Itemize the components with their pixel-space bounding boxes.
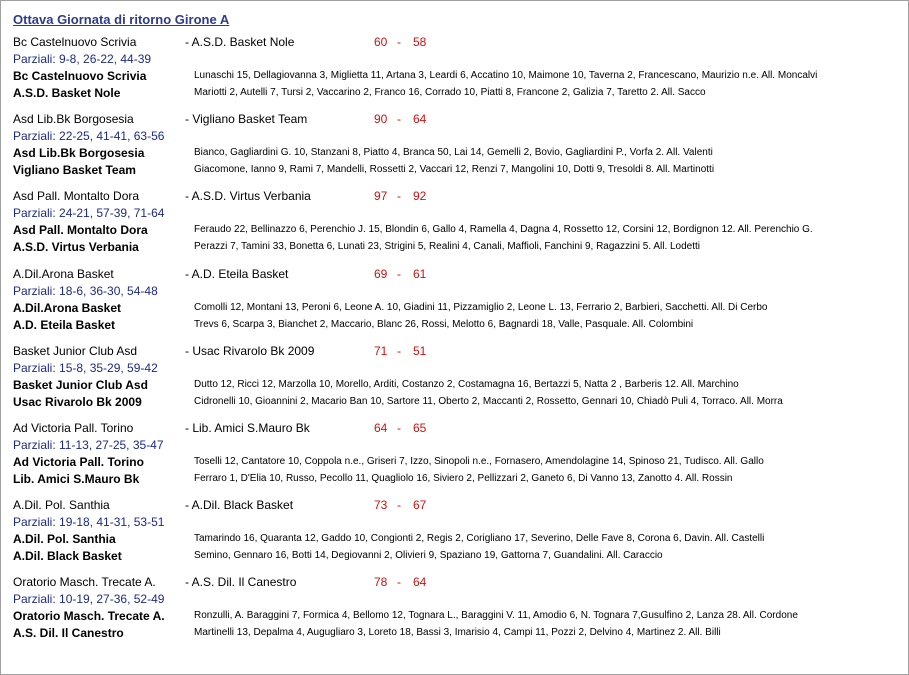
partial-scores: Parziali: 19-18, 41-31, 53-51 <box>13 515 165 530</box>
home-roster-team-name: Ad Victoria Pall. Torino <box>13 455 144 469</box>
match-block <box>1 498 908 574</box>
score-separator: - <box>397 189 401 204</box>
score-separator: - <box>397 575 401 590</box>
home-roster-team-name: Oratorio Masch. Trecate A. <box>13 609 165 624</box>
partial-scores: Parziali: 24-21, 57-39, 71-64 <box>13 206 165 221</box>
home-team-name: Oratorio Masch. Trecate A. <box>13 575 156 590</box>
home-team-name: Ad Victoria Pall. Torino <box>13 421 134 435</box>
away-team-name: - A.D. Eteila Basket <box>185 266 289 281</box>
match-block <box>1 267 908 343</box>
home-score: 90 <box>374 112 388 127</box>
away-team-name: - A.S. Dil. Il Canestro <box>185 575 297 590</box>
partial-scores: Parziali: 15-8, 35-29, 59-42 <box>13 360 158 375</box>
home-team-name: A.Dil. Pol. Santhia <box>13 498 110 513</box>
home-team-name: A.Dil.Arona Basket <box>13 266 114 281</box>
home-team-name: Bc Castelnuovo Scrivia <box>13 35 137 49</box>
home-roster-players: Toselli 12, Cantatore 10, Coppola n.e., Griseri 7, Izzo, Sinopoli n.e., Fornasero, Amendolagine 14, Spinoso 21, Tudisco. All. Gallo <box>194 456 764 467</box>
away-roster-team-name: A.S.D. Virtus Verbania <box>13 240 139 255</box>
score-separator: - <box>397 112 401 127</box>
home-score: 71 <box>374 343 388 358</box>
home-roster-team-name: Basket Junior Club Asd <box>13 377 148 392</box>
home-roster-players: Dutto 12, Ricci 12, Marzolla 10, Morello, Arditi, Costanzo 2, Costamagna 16, Bertazzi 5, Natta 2 , Barberis 12. All. Marchino <box>194 378 739 390</box>
match-block <box>1 189 908 265</box>
away-roster-team-name: A.S.D. Basket Nole <box>13 86 121 100</box>
page-title[interactable]: Ottava Giornata di ritorno Girone A <box>13 12 230 27</box>
away-score: 51 <box>413 343 427 358</box>
away-roster-players: Semino, Gennaro 16, Botti 14, Degiovanni 2, Olivieri 9, Spaziano 19, Gattorna 7, Guandalini. All. Caraccio <box>194 550 663 562</box>
home-score: 78 <box>374 575 388 590</box>
home-team-name: Basket Junior Club Asd <box>13 343 138 358</box>
away-roster-players: Cidronelli 10, Gioannini 2, Macario Ban 10, Sartore 11, Oberto 2, Maccanti 2, Rossetto, Gennari 10, Chiadò Puli 4, Torraco. All. Morra <box>194 395 783 407</box>
away-score: 58 <box>413 35 427 49</box>
score-separator: - <box>397 35 401 49</box>
partial-scores: Parziali: 10-19, 27-36, 52-49 <box>13 592 165 607</box>
match-block <box>1 112 908 188</box>
home-roster-players: Lunaschi 15, Dellagiovanna 3, Miglietta 11, Artana 3, Leardi 6, Accatino 10, Maimone 10, Taverna 2, Francescano, Maurizio n.e. All. Moncalvi <box>194 70 818 81</box>
home-roster-team-name: Asd Lib.Bk Borgosesia <box>13 146 145 161</box>
away-roster-team-name: A.D. Eteila Basket <box>13 317 116 332</box>
home-roster-players: Bianco, Gagliardini G. 10, Stanzani 8, Piatto 4, Branca 50, Lai 14, Gemelli 2, Bovio, Gagliardini P., Vorfa 2. All. Valenti <box>194 147 713 159</box>
away-team-name: - Vigliano Basket Team <box>185 112 308 127</box>
score-separator: - <box>397 498 401 513</box>
away-score: 64 <box>413 112 427 127</box>
score-separator: - <box>397 343 401 358</box>
away-roster-players: Ferraro 1, D'Elia 10, Russo, Pecollo 11, Quagliolo 16, Siviero 2, Pellizzari 2, Ganeto 6, Di Vanno 13, Zanotto 4. All. Rossin <box>194 473 733 484</box>
match-block <box>1 421 908 497</box>
home-roster-team-name: Bc Castelnuovo Scrivia <box>13 69 147 83</box>
home-roster-players: Comolli 12, Montani 13, Peroni 6, Leone A. 10, Giadini 11, Pizzamiglio 2, Leone L. 13, Ferrario 2, Barbieri, Sacchetti. All. Di Cerbo <box>194 301 768 313</box>
home-team-name: Asd Pall. Montalto Dora <box>13 189 140 204</box>
away-team-name: - Lib. Amici S.Mauro Bk <box>185 421 310 435</box>
home-score: 97 <box>374 189 388 204</box>
home-score: 60 <box>374 35 388 49</box>
home-score: 73 <box>374 498 388 513</box>
home-team-name: Asd Lib.Bk Borgosesia <box>13 112 134 127</box>
away-score: 67 <box>413 498 427 513</box>
away-team-name: - Usac Rivarolo Bk 2009 <box>185 343 315 358</box>
away-roster-team-name: A.Dil. Black Basket <box>13 549 122 564</box>
away-team-name: - A.Dil. Black Basket <box>185 498 294 513</box>
score-separator: - <box>397 421 401 435</box>
partial-scores: Parziali: 9-8, 26-22, 44-39 <box>13 52 152 66</box>
away-team-name: - A.S.D. Virtus Verbania <box>185 189 311 204</box>
home-roster-team-name: A.Dil.Arona Basket <box>13 300 122 315</box>
away-roster-team-name: A.S. Dil. Il Canestro <box>13 626 124 641</box>
match-block <box>1 35 908 111</box>
away-roster-team-name: Vigliano Basket Team <box>13 163 136 178</box>
away-roster-players: Martinelli 13, Depalma 4, Augugliaro 3, Loreto 18, Bassi 3, Imarisio 4, Campi 11, Pozzi 2, Delvino 4, Martinez 2. All. Billi <box>194 627 721 639</box>
away-score: 65 <box>413 421 427 435</box>
partial-scores: Parziali: 22-25, 41-41, 63-56 <box>13 129 165 144</box>
away-roster-players: Giacomone, Ianno 9, Rami 7, Mandelli, Rossetti 2, Vaccari 12, Renzi 7, Mangolini 10, Dotti 9, Tresoldi 8. All. Martinotti <box>194 164 715 176</box>
away-score: 92 <box>413 189 427 204</box>
away-roster-players: Perazzi 7, Tamini 33, Bonetta 6, Lunati 23, Strigini 5, Realini 4, Canali, Maffioli, Fanchini 9, Ragazzini 5. All. Lodetti <box>194 241 701 253</box>
match-block <box>1 575 908 651</box>
home-roster-team-name: A.Dil. Pol. Santhia <box>13 532 116 547</box>
home-roster-players: Feraudo 22, Bellinazzo 6, Perenchio J. 15, Blondin 6, Gallo 4, Ramella 4, Dagna 4, Rossetto 12, Corsini 12, Bordignon 12. All. Perenchio G. <box>194 224 813 236</box>
partial-scores: Parziali: 11-13, 27-25, 35-47 <box>13 438 164 452</box>
match-block <box>1 344 908 420</box>
away-score: 61 <box>413 266 427 281</box>
home-score: 69 <box>374 266 388 281</box>
away-score: 64 <box>413 575 427 590</box>
away-team-name: - A.S.D. Basket Nole <box>185 35 295 49</box>
partial-scores: Parziali: 18-6, 36-30, 54-48 <box>13 283 158 298</box>
away-roster-team-name: Lib. Amici S.Mauro Bk <box>13 472 140 486</box>
away-roster-players: Trevs 6, Scarpa 3, Bianchet 2, Maccario, Blanc 26, Rossi, Melotto 6, Bagnardi 18, Valle, Pasquale. All. Colombini <box>194 318 694 330</box>
home-roster-team-name: Asd Pall. Montalto Dora <box>13 223 148 238</box>
home-score: 64 <box>374 421 388 435</box>
home-roster-players: Ronzulli, A. Baraggini 7, Formica 4, Bellomo 12, Tognara L., Baraggini V. 11, Amodio 6, N. Tognara 7,Gusulfino 2, Lanza 28. All. Cordone <box>194 610 798 622</box>
away-roster-team-name: Usac Rivarolo Bk 2009 <box>13 394 142 409</box>
home-roster-players: Tamarindo 16, Quaranta 12, Gaddo 10, Congionti 2, Regis 2, Corigliano 17, Severino, Delle Fave 8, Corona 6, Davin. All. Castelli <box>194 533 765 545</box>
score-separator: - <box>397 266 401 281</box>
away-roster-players: Mariotti 2, Autelli 7, Tursi 2, Vaccarino 2, Franco 16, Corrado 10, Piatti 8, Francone 2, Galizia 7, Taretto 2. All. Sacco <box>194 87 706 98</box>
